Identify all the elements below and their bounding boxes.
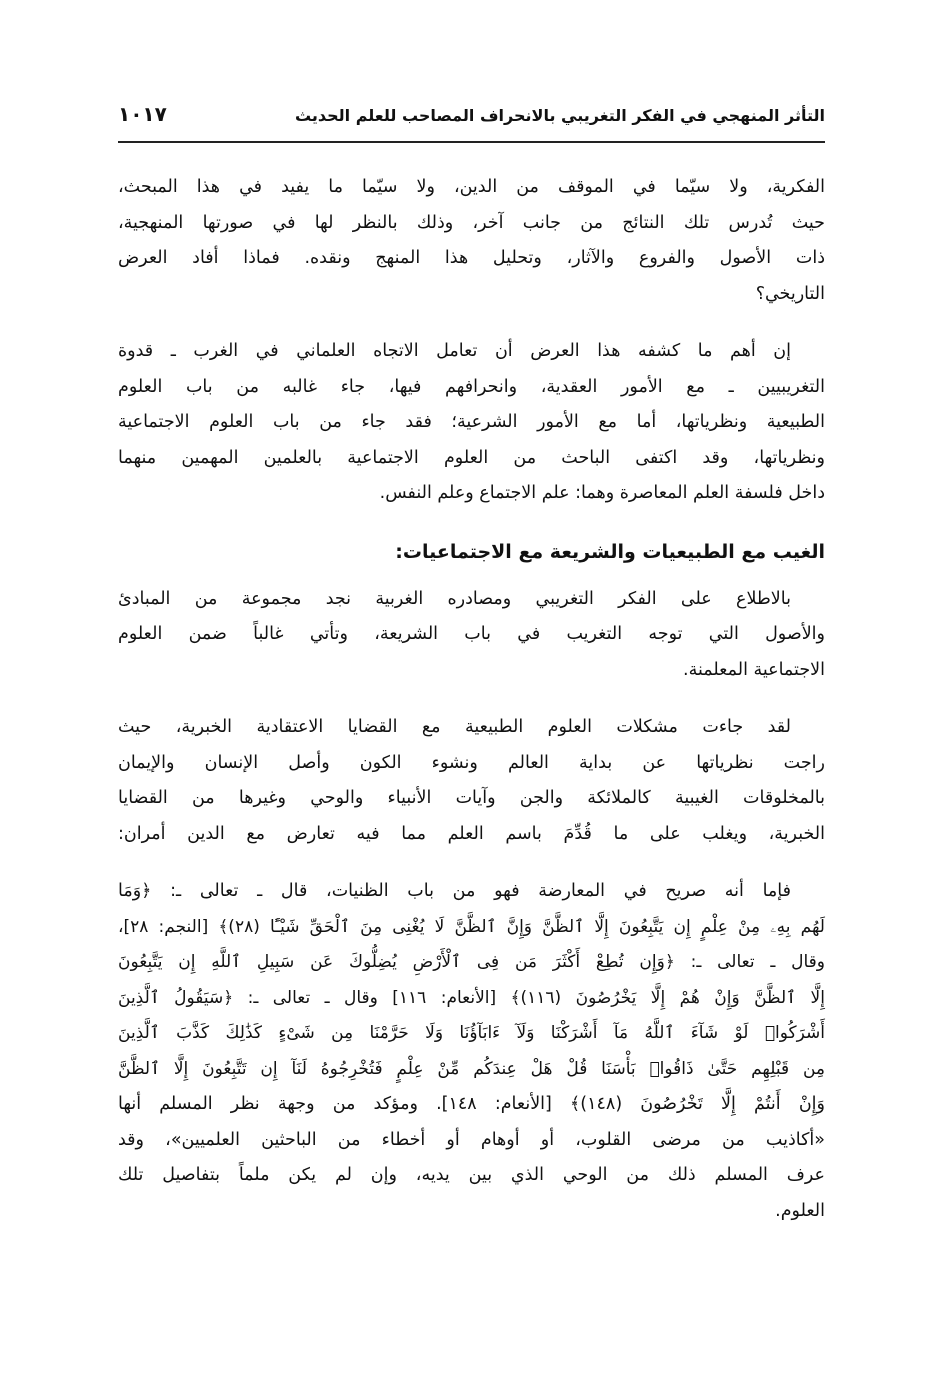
text-line: بالاطلاع على الفكر التغريبي ومصادره الغربية نجد مجموعة من المبادئ: [118, 588, 791, 609]
text-line: حيث تُدرس تلك النتائج من جانب آخر، وذلك بالنظر لها في صورتها المنهجية،: [118, 212, 825, 233]
text-line: ونظرياتها، وقد اكتفى الباحث من العلوم الاجتماعية بالعلمين المهمين منهما: [118, 447, 825, 468]
header-divider: [118, 141, 825, 143]
text-line: راجت نظرياتها عن بداية العالم ونشوء الكون وأصل الإنسان والإيمان: [118, 752, 825, 773]
page-number: ١٠١٧: [118, 102, 167, 126]
text-line: لقد جاءت مشكلات العلوم الطبيعية مع القضايا الاعتقادية الخبرية، حيث: [118, 717, 791, 737]
text-line: بالمخلوقات الغيبية كالملائكة والجن وآيات الأنبياء والوحي وغيرها من القضايا: [118, 788, 825, 808]
text-line: فإما أنه صريح في المعارضة فهو من باب الظنيات، قال ـ تعالى ـ: ﴿وَمَا: [118, 881, 791, 901]
text-line: الطبيعية ونظرياتها، أما مع الأمور الشرعية؛ فقد جاء من باب العلوم الاجتماعية: [118, 412, 825, 432]
paragraph: [118, 170, 825, 312]
text-line: داخل فلسفة العلم المعاصرة وهما: علم الاجتماع وعلم النفس.: [379, 483, 825, 503]
quran-line: مِن قَبْلِهِم حَتَّىٰ ذَاقُوا۟ بَأْسَنَا قُلْ هَلْ عِندَكُم مِّنْ عِلْمٍ فَتُخْرِجُوهُ لَنَآ إِن تَتَّبِعُونَ إِلَّا ٱلظَّنَّ: [118, 1058, 825, 1079]
text-line: إن أهم ما كشفه هذا العرض أن تعامل الاتجاه العلماني في الغرب ـ قدوة: [118, 341, 791, 361]
text-line: العلوم.: [775, 1200, 825, 1221]
text-line: وَإِنْ أَنتُمْ إِلَّا تَخْرُصُونَ (١٤٨)﴾ [الأنعام: ١٤٨]. ومؤكد من وجهة نظر المسلم أنها: [118, 1094, 825, 1114]
text-line: التاريخي؟: [755, 283, 825, 304]
text-line: الخبرية، ويغلب على ما قُدِّمَ باسم العلم مما فيه تعارض مع الدين أمران:: [118, 823, 825, 844]
text-line: ذات الأصول والفروع والآثار، وتحليل هذا المنهج ونقده. فماذا أفاد العرض: [118, 248, 825, 268]
text-line: عرف المسلم ذلك من الوحي الذي بين يديه، وإن لم يكن ملماً بتفاصيل تلك: [118, 1165, 825, 1185]
quran-line: لَهُم بِهِۦ مِنْ عِلْمٍ إِن يَتَّبِعُونَ إِلَّا ٱلظَّنَّ وَإِنَّ ٱلظَّنَّ لَا يُغْنِى مِنَ ٱلْحَقِّ شَيْـًٔا (٢٨)﴾ [النجم: ٢٨]،: [118, 916, 825, 937]
quran-line: أَشْرَكُوا۟ لَوْ شَآءَ ٱللَّهُ مَآ أَشْرَكْنَا وَلَآ ءَابَآؤُنَا وَلَا حَرَّمْنَا مِن شَىْءٍ كَذَٰلِكَ كَذَّبَ ٱلَّذِينَ: [118, 1023, 825, 1043]
text-line: التغريبيين ـ مع الأمور العقدية، وانحرافهم فيها، جاء غالبه من باب العلوم: [118, 376, 825, 397]
page-body: [118, 170, 825, 1251]
quran-line: وقال ـ تعالى ـ: ﴿وَإِن تُطِعْ أَكْثَرَ مَن فِى ٱلْأَرْضِ يُضِلُّوكَ عَن سَبِيلِ ٱللَّهِ إِن يَتَّبِعُونَ: [118, 952, 825, 972]
text-line: «أكاذيب من مرضى القلوب، أو أوهام أو أخطاء من الباحثين العلميين»، وقد: [118, 1129, 825, 1150]
paragraph-with-quran-quotes: [118, 874, 825, 1229]
text-line: الفكرية، ولا سيّما في الموقف من الدين، ولا سيّما ما يفيد في هذا المبحث،: [118, 177, 825, 197]
running-header-title: التأثر المنهجي في الفكر التغريبي بالانحراف المصاحب للعلم الحديث: [294, 106, 825, 125]
paragraph: [118, 710, 825, 852]
section-heading: الغيب مع الطبيعيات والشريعة مع الاجتماعيات:: [395, 540, 825, 563]
paragraph: [118, 334, 825, 512]
text-line: والأصول التي توجه التغريب في باب الشريعة، وتأتي غالباً ضمن العلوم: [118, 624, 825, 644]
paragraph: [118, 582, 825, 689]
quran-line: إِلَّا ٱلظَّنَّ وَإِنْ هُمْ إِلَّا يَخْرُصُونَ (١١٦)﴾ [الأنعام: ١١٦] وقال ـ تعالى ـ: ﴿سَيَقُولُ ٱلَّذِينَ: [118, 987, 825, 1008]
running-header: [118, 100, 825, 136]
text-line: الاجتماعية المعلمنة.: [683, 659, 825, 680]
